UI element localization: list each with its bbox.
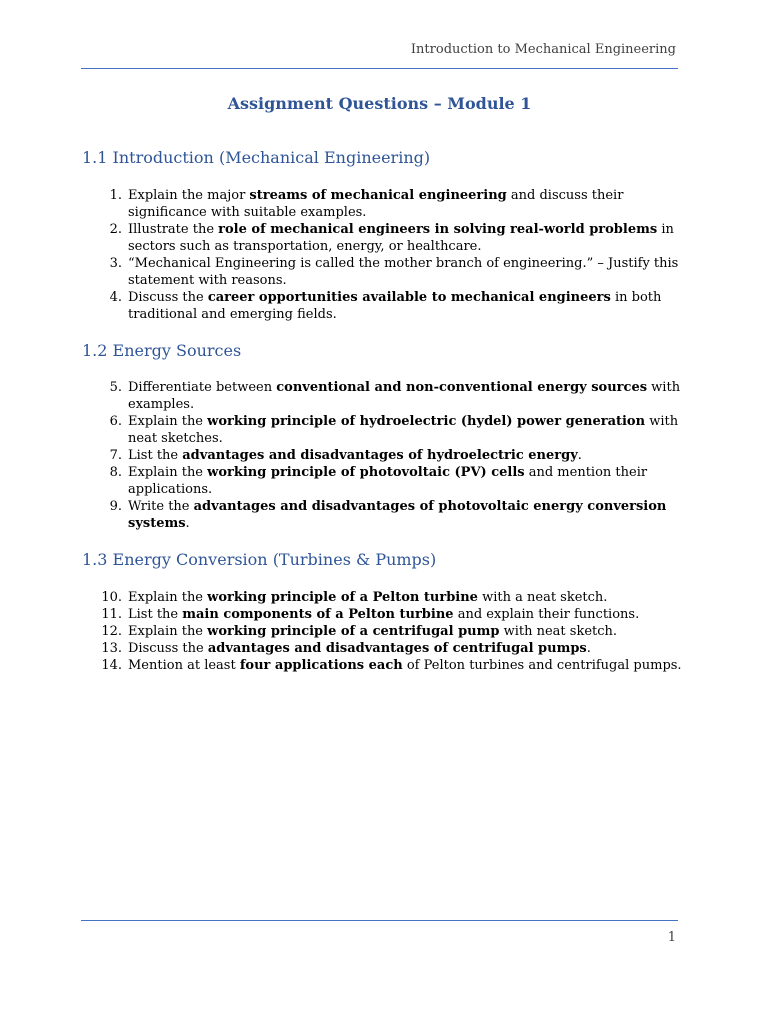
document-title: Assignment Questions – Module 1 bbox=[227, 94, 532, 113]
question-number: 6. bbox=[109, 414, 122, 429]
question-number: 4. bbox=[109, 290, 122, 305]
question-list-energy-conversion bbox=[82, 589, 682, 674]
question-phrase: and explain their functions. bbox=[453, 607, 640, 622]
question-number: 11. bbox=[101, 607, 122, 622]
question-number: 7. bbox=[109, 448, 122, 463]
question-list-introduction bbox=[82, 187, 682, 323]
emphasized-phrase: working principle of photovoltaic (PV) cells bbox=[207, 465, 525, 480]
question-item bbox=[82, 187, 682, 221]
question-phrase: List the bbox=[128, 607, 183, 622]
question-phrase: of Pelton turbines and centrifugal pumps. bbox=[402, 658, 682, 673]
emphasized-phrase: career opportunities available to mechanical engineers bbox=[207, 290, 611, 305]
question-phrase: . bbox=[586, 641, 591, 656]
question-text bbox=[128, 414, 678, 446]
question-item bbox=[82, 255, 682, 289]
question-number: 2. bbox=[109, 222, 122, 237]
question-number: 1. bbox=[109, 188, 122, 203]
question-phrase: . bbox=[185, 516, 190, 531]
question-phrase: in both traditional and emerging fields. bbox=[128, 290, 662, 322]
question-text bbox=[128, 607, 639, 622]
question-text bbox=[128, 448, 582, 463]
question-item bbox=[82, 413, 682, 447]
question-phrase: List the bbox=[128, 448, 183, 463]
question-item bbox=[82, 289, 682, 323]
question-text bbox=[128, 590, 607, 605]
question-phrase: with neat sketch. bbox=[499, 624, 618, 639]
question-item bbox=[82, 447, 682, 464]
question-item bbox=[82, 623, 682, 640]
question-item bbox=[82, 498, 682, 532]
question-phrase: Differentiate between bbox=[128, 380, 277, 395]
emphasized-phrase: working principle of a centrifugal pump bbox=[207, 624, 500, 639]
question-text bbox=[128, 188, 623, 220]
question-phrase: Explain the bbox=[128, 590, 208, 605]
question-phrase: and mention their applications. bbox=[128, 465, 648, 497]
question-item bbox=[82, 221, 682, 255]
question-phrase: Explain the major bbox=[128, 188, 250, 203]
emphasized-phrase: advantages and disadvantages of centrifugal pumps bbox=[207, 641, 587, 656]
question-number: 3. bbox=[109, 256, 122, 271]
question-number: 5. bbox=[109, 380, 122, 395]
question-phrase: with neat sketches. bbox=[128, 414, 679, 446]
question-text bbox=[128, 658, 682, 673]
footer-divider bbox=[81, 920, 678, 921]
question-phrase: Write the bbox=[128, 499, 194, 514]
emphasized-phrase: four applications each bbox=[239, 658, 403, 673]
section-heading-introduction: 1.1 Introduction (Mechanical Engineering) bbox=[82, 148, 431, 167]
question-item bbox=[82, 657, 682, 674]
question-text bbox=[128, 222, 674, 254]
question-list-energy-sources bbox=[82, 379, 682, 532]
question-text bbox=[128, 499, 666, 531]
question-phrase: in sectors such as transportation, energy, or healthcare. bbox=[128, 222, 674, 254]
question-number: 13. bbox=[101, 641, 122, 656]
question-phrase: “Mechanical Engineering is called the mother branch of engineering.” – Justify this statement with reasons. bbox=[128, 256, 679, 288]
question-phrase: Mention at least bbox=[128, 658, 240, 673]
question-phrase: Explain the bbox=[128, 624, 208, 639]
question-number: 8. bbox=[109, 465, 122, 480]
question-phrase: with examples. bbox=[128, 380, 681, 412]
question-number: 14. bbox=[101, 658, 122, 673]
question-item bbox=[82, 640, 682, 657]
question-item bbox=[82, 464, 682, 498]
page-number: 1 bbox=[667, 930, 676, 945]
emphasized-phrase: working principle of hydroelectric (hydel) power generation bbox=[207, 414, 646, 429]
question-phrase: Discuss the bbox=[128, 290, 208, 305]
emphasized-phrase: conventional and non-conventional energy sources bbox=[276, 380, 648, 395]
question-phrase: Explain the bbox=[128, 414, 208, 429]
emphasized-phrase: streams of mechanical engineering bbox=[249, 188, 507, 203]
question-text bbox=[128, 256, 678, 288]
section-heading-energy-conversion: 1.3 Energy Conversion (Turbines & Pumps) bbox=[82, 550, 437, 569]
question-item bbox=[82, 606, 682, 623]
question-phrase: Discuss the bbox=[128, 641, 208, 656]
question-number: 12. bbox=[101, 624, 122, 639]
emphasized-phrase: working principle of a Pelton turbine bbox=[207, 590, 478, 605]
emphasized-phrase: advantages and disadvantages of photovoltaic energy conversion systems bbox=[128, 499, 667, 531]
question-text bbox=[128, 380, 680, 412]
question-number: 10. bbox=[101, 590, 122, 605]
question-phrase: and discuss their significance with suitable examples. bbox=[128, 188, 624, 220]
question-text bbox=[128, 465, 647, 497]
emphasized-phrase: main components of a Pelton turbine bbox=[182, 607, 454, 622]
question-text bbox=[128, 290, 661, 322]
header-divider bbox=[81, 68, 678, 69]
question-phrase: Illustrate the bbox=[128, 222, 219, 237]
question-item bbox=[82, 379, 682, 413]
running-header: Introduction to Mechanical Engineering bbox=[410, 42, 676, 57]
question-phrase: with a neat sketch. bbox=[477, 590, 608, 605]
question-phrase: . bbox=[577, 448, 582, 463]
question-item bbox=[82, 589, 682, 606]
question-phrase: Explain the bbox=[128, 465, 208, 480]
section-heading-energy-sources: 1.2 Energy Sources bbox=[82, 341, 242, 360]
question-text bbox=[128, 624, 617, 639]
question-text bbox=[128, 641, 591, 656]
emphasized-phrase: role of mechanical engineers in solving real-world problems bbox=[218, 222, 658, 237]
emphasized-phrase: advantages and disadvantages of hydroelectric energy bbox=[182, 448, 578, 463]
question-number: 9. bbox=[109, 499, 122, 514]
